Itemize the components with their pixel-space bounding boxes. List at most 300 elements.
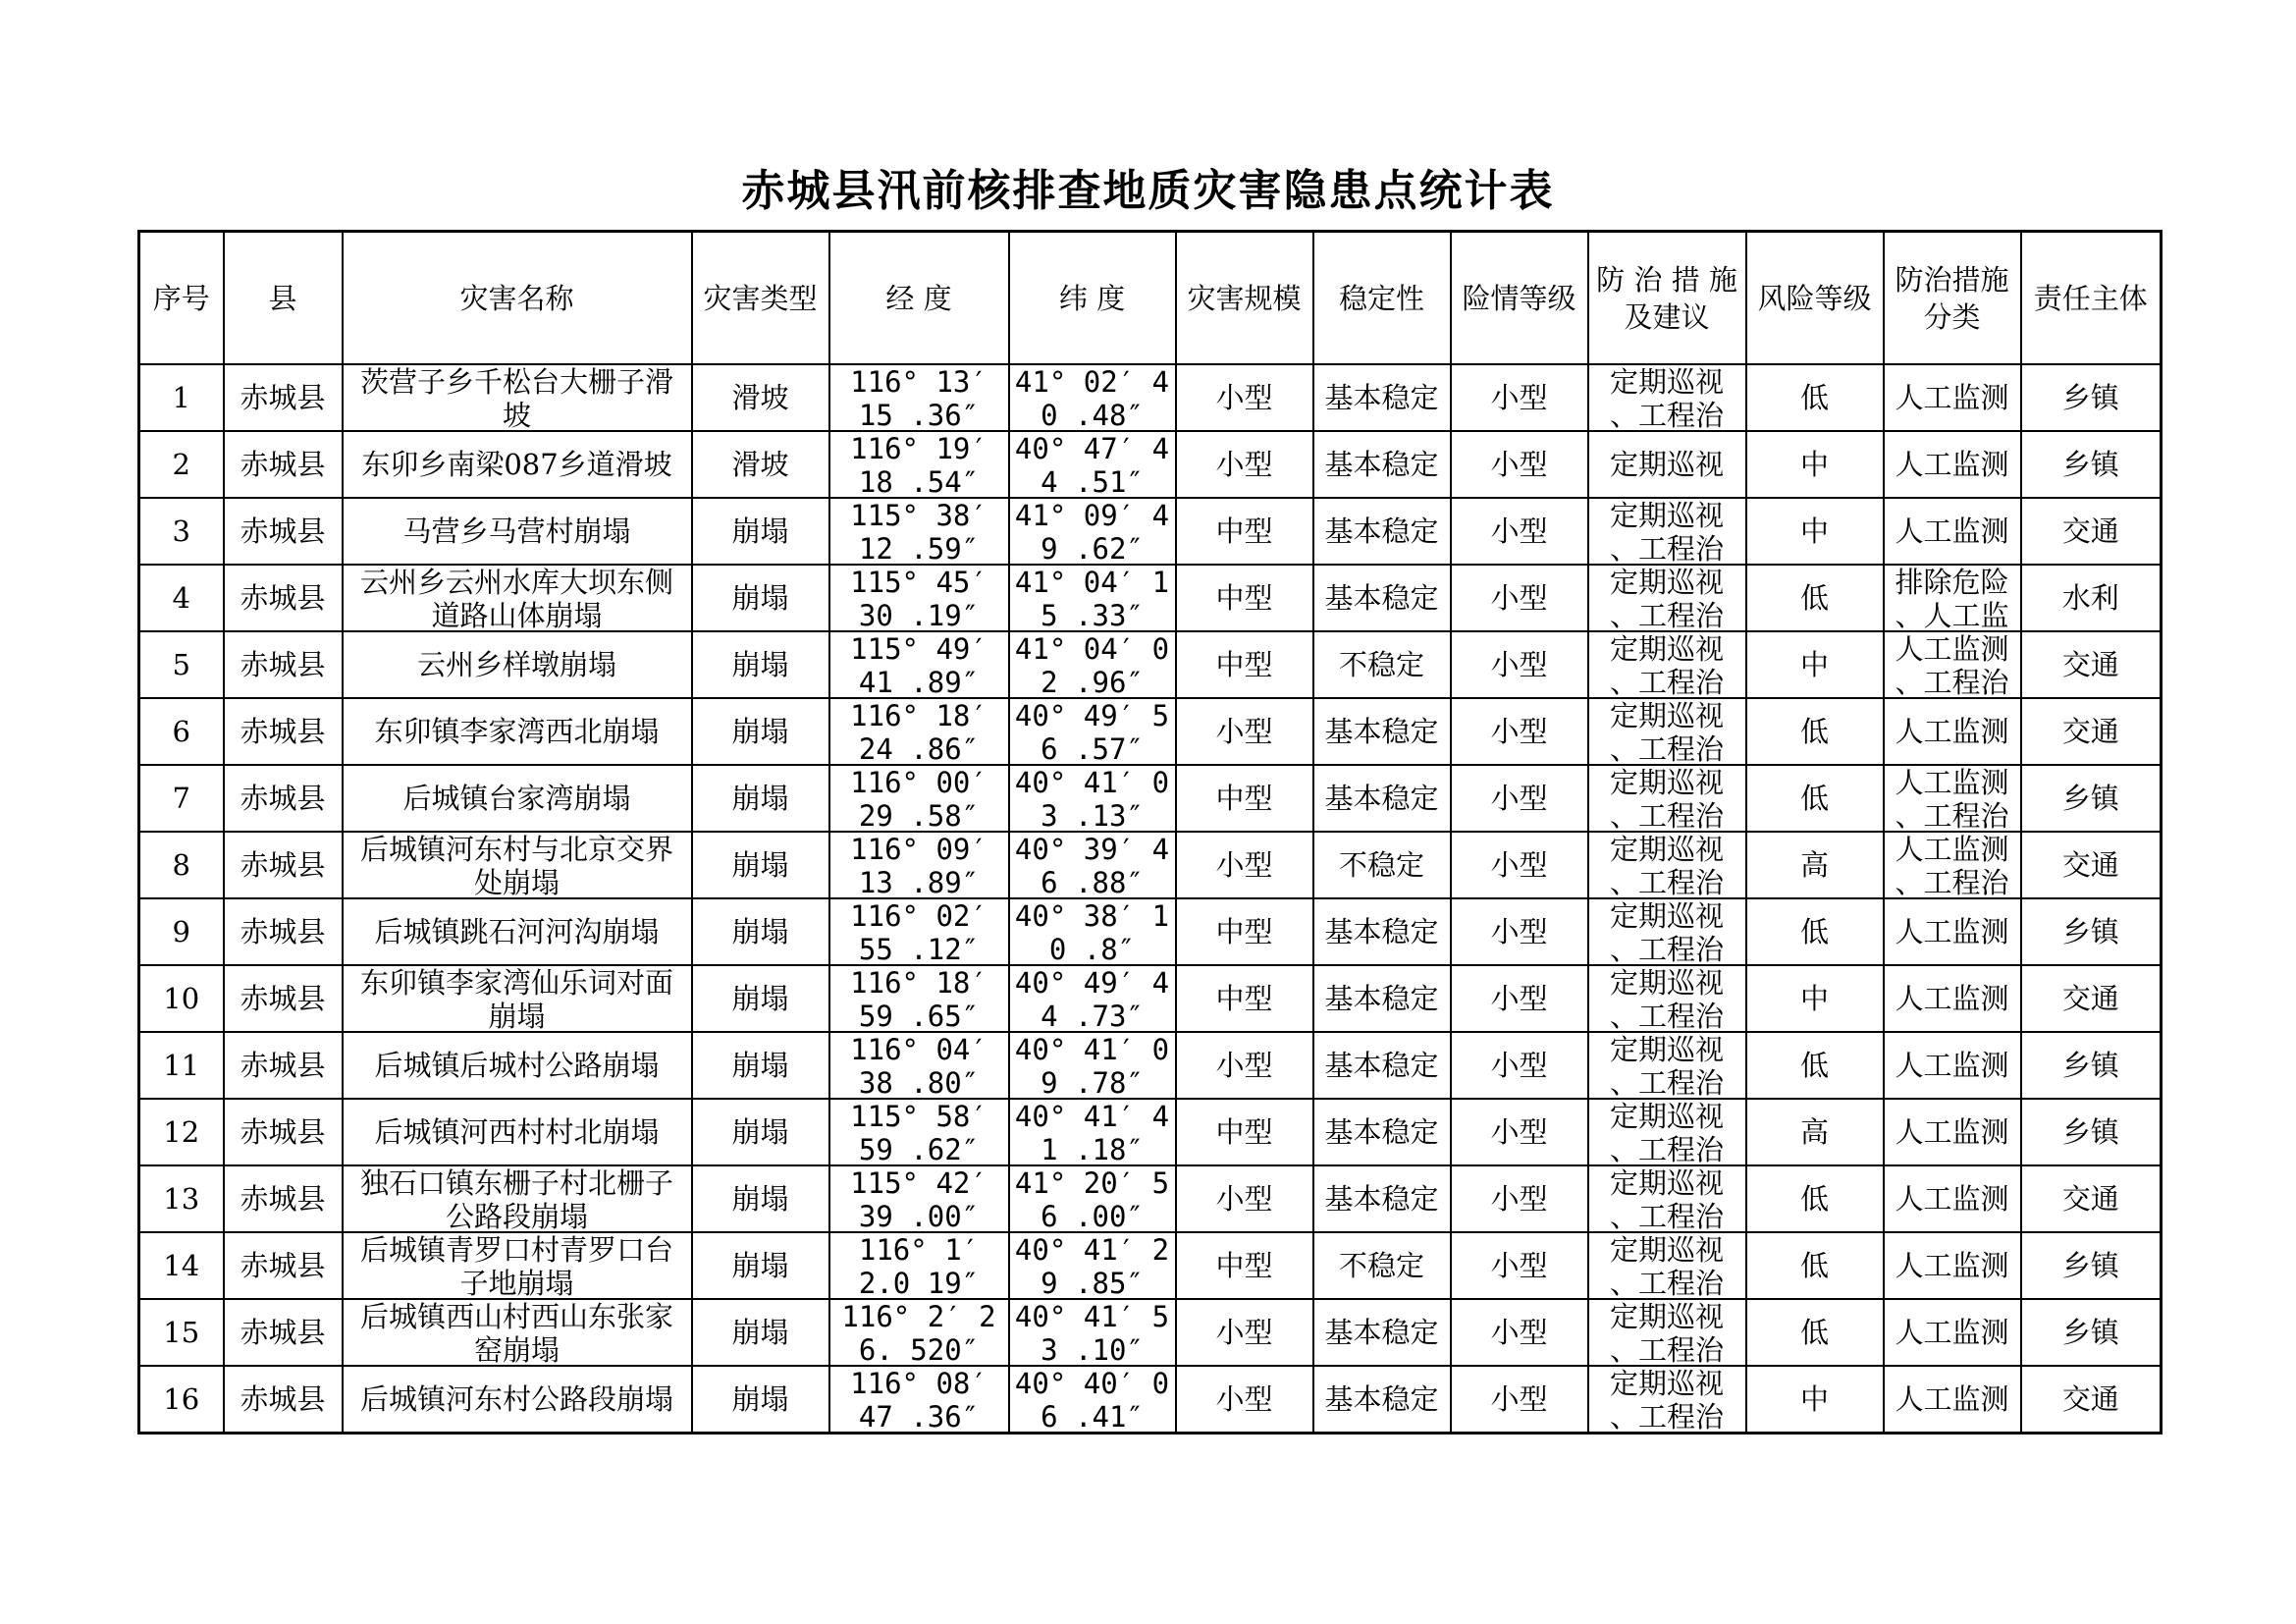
cell-county-text: 赤城县 xyxy=(240,648,326,681)
cell-measures-text: 定期巡视 、工程治 xyxy=(1609,365,1724,430)
cell-measure-category-text: 人工监测 xyxy=(1895,381,2009,414)
cell-scale-text: 小型 xyxy=(1215,1182,1273,1216)
cell-no xyxy=(139,1366,224,1434)
cell-risk-level xyxy=(1746,431,1884,498)
cell-measure-category-text: 人工监测 、工程治 xyxy=(1895,833,2009,897)
cell-risk-level-text: 中 xyxy=(1799,982,1829,1015)
cell-no xyxy=(139,364,224,431)
cell-longitude-text: 115° 58′ 59 .62″ xyxy=(850,1100,988,1164)
cell-longitude xyxy=(829,832,1009,898)
cell-danger-level-text: 小型 xyxy=(1490,1049,1548,1082)
cell-scale-text: 小型 xyxy=(1215,381,1273,414)
cell-county-text: 赤城县 xyxy=(240,982,326,1015)
cell-measure-category xyxy=(1884,832,2021,898)
cell-longitude-text: 116° 02′ 55 .12″ xyxy=(850,899,988,964)
cell-risk-level-text: 低 xyxy=(1799,1182,1829,1216)
cell-longitude xyxy=(829,565,1009,631)
cell-measures-text: 定期巡视 、工程治 xyxy=(1609,966,1724,1031)
cell-county xyxy=(224,1232,343,1299)
cell-responsible xyxy=(2021,364,2162,431)
cell-name-text: 后城镇后城村公路崩塌 xyxy=(374,1049,660,1082)
table-row xyxy=(139,1099,2162,1165)
cell-measure-category xyxy=(1884,631,2021,698)
cell-name xyxy=(343,364,692,431)
cell-type-text: 崩塌 xyxy=(731,782,789,815)
cell-no xyxy=(139,1032,224,1099)
cell-name xyxy=(343,431,692,498)
cell-county xyxy=(224,565,343,631)
cell-scale xyxy=(1176,765,1313,832)
cell-measure-category xyxy=(1884,898,2021,965)
cell-measures-text: 定期巡视 、工程治 xyxy=(1609,699,1724,764)
cell-danger-level xyxy=(1451,832,1588,898)
cell-county xyxy=(224,1299,343,1366)
cell-no-text: 15 xyxy=(163,1316,200,1349)
cell-stability xyxy=(1313,1232,1451,1299)
cell-measures xyxy=(1588,765,1746,832)
cell-risk-level xyxy=(1746,1232,1884,1299)
cell-latitude xyxy=(1009,1232,1176,1299)
cell-latitude-text: 41° 20′ 56 .00″ xyxy=(1014,1166,1170,1231)
cell-scale xyxy=(1176,698,1313,765)
cell-measure-category-text: 人工监测 xyxy=(1895,448,2009,481)
cell-stability-text: 基本稳定 xyxy=(1324,1115,1439,1149)
hazard-table xyxy=(137,230,2163,1435)
cell-longitude-text: 115° 38′ 12 .59″ xyxy=(850,499,988,564)
cell-responsible-text: 交通 xyxy=(2061,715,2119,748)
cell-responsible-text: 乡镇 xyxy=(2061,381,2119,414)
header-county: 县 xyxy=(224,232,343,365)
cell-scale-text: 小型 xyxy=(1215,1382,1273,1416)
cell-stability xyxy=(1313,765,1451,832)
cell-longitude xyxy=(829,1232,1009,1299)
table-row xyxy=(139,431,2162,498)
cell-latitude xyxy=(1009,1366,1176,1434)
cell-scale-text: 中型 xyxy=(1215,1115,1273,1149)
cell-stability xyxy=(1313,965,1451,1032)
cell-latitude xyxy=(1009,498,1176,565)
cell-risk-level-text: 高 xyxy=(1799,848,1829,882)
cell-stability-text: 基本稳定 xyxy=(1324,1049,1439,1082)
cell-latitude-text: 41° 02′ 40 .48″ xyxy=(1014,365,1170,430)
cell-type-text: 崩塌 xyxy=(731,1049,789,1082)
cell-type-text: 崩塌 xyxy=(731,1182,789,1216)
cell-risk-level-text: 低 xyxy=(1799,782,1829,815)
cell-type xyxy=(692,1099,829,1165)
cell-danger-level-text: 小型 xyxy=(1490,1115,1548,1149)
cell-danger-level xyxy=(1451,698,1588,765)
cell-latitude-text: 40° 49′ 56 .57″ xyxy=(1014,699,1170,764)
cell-no xyxy=(139,431,224,498)
cell-measure-category-text: 排除危险 、人工监 xyxy=(1895,566,2009,630)
header-row xyxy=(139,232,2162,365)
cell-latitude xyxy=(1009,364,1176,431)
table-row xyxy=(139,1032,2162,1099)
cell-measures xyxy=(1588,698,1746,765)
cell-type xyxy=(692,565,829,631)
table-row xyxy=(139,765,2162,832)
cell-stability-text: 基本稳定 xyxy=(1324,1382,1439,1416)
cell-danger-level-text: 小型 xyxy=(1490,514,1548,548)
cell-responsible-text: 交通 xyxy=(2061,1182,2119,1216)
cell-risk-level-text: 低 xyxy=(1799,715,1829,748)
cell-measure-category-text: 人工监测 xyxy=(1895,1249,2009,1282)
cell-scale-text: 小型 xyxy=(1215,715,1273,748)
cell-name-text: 东卯镇李家湾西北崩塌 xyxy=(374,715,660,748)
cell-measures xyxy=(1588,1165,1746,1232)
cell-latitude-text: 40° 41′ 53 .10″ xyxy=(1014,1300,1170,1365)
cell-danger-level-text: 小型 xyxy=(1490,982,1548,1015)
cell-county xyxy=(224,898,343,965)
cell-longitude xyxy=(829,364,1009,431)
cell-stability xyxy=(1313,898,1451,965)
cell-stability-text: 基本稳定 xyxy=(1324,1182,1439,1216)
cell-measure-category xyxy=(1884,1032,2021,1099)
header-name: 灾害名称 xyxy=(343,232,692,365)
cell-responsible-text: 乡镇 xyxy=(2061,915,2119,948)
table-row xyxy=(139,965,2162,1032)
cell-danger-level-text: 小型 xyxy=(1490,782,1548,815)
cell-danger-level xyxy=(1451,565,1588,631)
cell-scale xyxy=(1176,431,1313,498)
cell-no-text: 2 xyxy=(172,448,190,481)
cell-longitude xyxy=(829,965,1009,1032)
cell-stability xyxy=(1313,1165,1451,1232)
cell-name xyxy=(343,1232,692,1299)
cell-name-text: 东卯镇李家湾仙乐词对面崩塌 xyxy=(359,966,673,1031)
cell-measure-category-text: 人工监测 xyxy=(1895,1182,2009,1216)
cell-scale-text: 中型 xyxy=(1215,782,1273,815)
cell-name xyxy=(343,1299,692,1366)
cell-danger-level-text: 小型 xyxy=(1490,648,1548,681)
cell-county-text: 赤城县 xyxy=(240,1049,326,1082)
cell-type xyxy=(692,631,829,698)
cell-no xyxy=(139,898,224,965)
cell-type-text: 滑坡 xyxy=(731,381,789,414)
cell-type-text: 崩塌 xyxy=(731,1115,789,1149)
cell-name xyxy=(343,498,692,565)
cell-name-text: 东卯乡南梁087乡道滑坡 xyxy=(361,448,672,481)
cell-measure-category-text: 人工监测 xyxy=(1895,715,2009,748)
cell-latitude-text: 41° 04′ 15 .33″ xyxy=(1014,566,1170,630)
cell-scale xyxy=(1176,498,1313,565)
cell-name xyxy=(343,1099,692,1165)
cell-risk-level-text: 低 xyxy=(1799,1316,1829,1349)
cell-stability-text: 不稳定 xyxy=(1338,648,1424,681)
cell-latitude-text: 40° 38′ 10 .8″ xyxy=(1014,899,1170,964)
cell-scale-text: 中型 xyxy=(1215,915,1273,948)
cell-no xyxy=(139,565,224,631)
cell-no xyxy=(139,1232,224,1299)
cell-scale-text: 小型 xyxy=(1215,1316,1273,1349)
cell-stability xyxy=(1313,1032,1451,1099)
cell-longitude-text: 116° 18′ 24 .86″ xyxy=(850,699,988,764)
table-row xyxy=(139,1165,2162,1232)
cell-measure-category-text: 人工监测 xyxy=(1895,514,2009,548)
cell-longitude xyxy=(829,498,1009,565)
cell-scale xyxy=(1176,898,1313,965)
cell-county xyxy=(224,832,343,898)
cell-longitude-text: 115° 42′ 39 .00″ xyxy=(850,1166,988,1231)
cell-responsible-text: 乡镇 xyxy=(2061,1049,2119,1082)
header-longitude: 经 度 xyxy=(829,232,1009,365)
cell-county xyxy=(224,1099,343,1165)
page-title: 赤城县汛前核排查地质灾害隐患点统计表 xyxy=(741,166,1555,216)
cell-latitude-text: 40° 41′ 09 .78″ xyxy=(1014,1033,1170,1098)
cell-stability xyxy=(1313,1366,1451,1434)
cell-stability-text: 基本稳定 xyxy=(1324,581,1439,615)
cell-county xyxy=(224,498,343,565)
cell-type-text: 崩塌 xyxy=(731,715,789,748)
cell-responsible-text: 交通 xyxy=(2061,848,2119,882)
cell-type-text: 崩塌 xyxy=(731,1249,789,1282)
cell-longitude-text: 116° 1′ 2.0 19″ xyxy=(858,1233,980,1298)
cell-no-text: 9 xyxy=(172,915,190,948)
cell-latitude xyxy=(1009,898,1176,965)
cell-type xyxy=(692,1299,829,1366)
cell-county-text: 赤城县 xyxy=(240,1249,326,1282)
cell-latitude xyxy=(1009,1165,1176,1232)
cell-type-text: 崩塌 xyxy=(731,581,789,615)
cell-measures xyxy=(1588,565,1746,631)
cell-stability xyxy=(1313,1099,1451,1165)
cell-responsible-text: 交通 xyxy=(2061,648,2119,681)
cell-name-text: 云州乡样墩崩塌 xyxy=(416,648,616,681)
cell-risk-level-text: 低 xyxy=(1799,1049,1829,1082)
cell-danger-level xyxy=(1451,498,1588,565)
cell-longitude-text: 116° 00′ 29 .58″ xyxy=(850,766,988,831)
cell-danger-level xyxy=(1451,898,1588,965)
cell-name-text: 后城镇跳石河河沟崩塌 xyxy=(374,915,660,948)
cell-measures xyxy=(1588,631,1746,698)
cell-measures-text: 定期巡视 、工程治 xyxy=(1609,566,1724,630)
cell-scale-text: 中型 xyxy=(1215,1249,1273,1282)
cell-name-text: 后城镇台家湾崩塌 xyxy=(402,782,631,815)
cell-name xyxy=(343,565,692,631)
cell-stability-text: 不稳定 xyxy=(1338,848,1424,882)
cell-measure-category-text: 人工监测 xyxy=(1895,1316,2009,1349)
cell-latitude xyxy=(1009,698,1176,765)
cell-danger-level xyxy=(1451,965,1588,1032)
cell-danger-level-text: 小型 xyxy=(1490,915,1548,948)
table-row xyxy=(139,364,2162,431)
cell-responsible xyxy=(2021,431,2162,498)
cell-longitude-text: 116° 08′ 47 .36″ xyxy=(850,1367,988,1432)
cell-longitude xyxy=(829,898,1009,965)
cell-responsible-text: 乡镇 xyxy=(2061,1115,2119,1149)
cell-no-text: 11 xyxy=(163,1049,200,1082)
cell-risk-level xyxy=(1746,1032,1884,1099)
cell-measures xyxy=(1588,898,1746,965)
table-row xyxy=(139,1232,2162,1299)
cell-county-text: 赤城县 xyxy=(240,1316,326,1349)
cell-name-text: 后城镇河东村公路段崩塌 xyxy=(359,1382,673,1416)
header-danger-level: 险情等级 xyxy=(1451,232,1588,365)
cell-county xyxy=(224,698,343,765)
cell-stability-text: 基本稳定 xyxy=(1324,1316,1439,1349)
cell-risk-level xyxy=(1746,698,1884,765)
cell-latitude xyxy=(1009,631,1176,698)
cell-latitude xyxy=(1009,832,1176,898)
cell-scale-text: 中型 xyxy=(1215,514,1273,548)
cell-stability xyxy=(1313,431,1451,498)
cell-type-text: 崩塌 xyxy=(731,1316,789,1349)
cell-risk-level-text: 中 xyxy=(1799,514,1829,548)
cell-latitude-text: 41° 04′ 02 .96″ xyxy=(1014,632,1170,697)
cell-measures xyxy=(1588,832,1746,898)
table-row xyxy=(139,631,2162,698)
cell-measure-category-text: 人工监测 xyxy=(1895,915,2009,948)
cell-no xyxy=(139,1099,224,1165)
cell-responsible xyxy=(2021,698,2162,765)
cell-type-text: 滑坡 xyxy=(731,448,789,481)
cell-risk-level xyxy=(1746,765,1884,832)
cell-measures-text: 定期巡视 、工程治 xyxy=(1609,632,1724,697)
cell-risk-level-text: 中 xyxy=(1799,1382,1829,1416)
cell-responsible-text: 乡镇 xyxy=(2061,1316,2119,1349)
cell-latitude xyxy=(1009,1032,1176,1099)
cell-no-text: 5 xyxy=(172,648,190,681)
cell-danger-level xyxy=(1451,431,1588,498)
cell-risk-level-text: 低 xyxy=(1799,1249,1829,1282)
cell-county xyxy=(224,364,343,431)
cell-county xyxy=(224,431,343,498)
cell-county-text: 赤城县 xyxy=(240,715,326,748)
cell-type xyxy=(692,765,829,832)
header-responsible: 责任主体 xyxy=(2021,232,2162,365)
cell-longitude xyxy=(829,1165,1009,1232)
cell-measures xyxy=(1588,1232,1746,1299)
cell-risk-level xyxy=(1746,1299,1884,1366)
cell-scale-text: 小型 xyxy=(1215,848,1273,882)
cell-name-text: 马营乡马营村崩塌 xyxy=(402,514,631,548)
cell-danger-level-text: 小型 xyxy=(1490,1382,1548,1416)
cell-no xyxy=(139,765,224,832)
cell-no xyxy=(139,965,224,1032)
cell-responsible-text: 交通 xyxy=(2061,1382,2119,1416)
cell-stability xyxy=(1313,565,1451,631)
cell-scale-text: 中型 xyxy=(1215,982,1273,1015)
cell-risk-level xyxy=(1746,1165,1884,1232)
cell-measure-category-text: 人工监测 xyxy=(1895,1049,2009,1082)
cell-measure-category xyxy=(1884,565,2021,631)
cell-risk-level xyxy=(1746,965,1884,1032)
table-row xyxy=(139,898,2162,965)
cell-county xyxy=(224,965,343,1032)
cell-responsible xyxy=(2021,498,2162,565)
cell-type-text: 崩塌 xyxy=(731,1382,789,1416)
cell-longitude-text: 116° 13′ 15 .36″ xyxy=(850,365,988,430)
cell-responsible xyxy=(2021,765,2162,832)
header-measures: 防 治 措 施及建议 xyxy=(1588,232,1746,365)
cell-responsible-text: 水利 xyxy=(2061,581,2119,615)
cell-risk-level xyxy=(1746,364,1884,431)
cell-risk-level-text: 高 xyxy=(1799,1115,1829,1149)
cell-risk-level xyxy=(1746,1366,1884,1434)
cell-longitude xyxy=(829,1099,1009,1165)
header-measure-category: 防治措施分类 xyxy=(1884,232,2021,365)
cell-danger-level xyxy=(1451,1299,1588,1366)
cell-danger-level-text: 小型 xyxy=(1490,1182,1548,1216)
cell-no xyxy=(139,631,224,698)
cell-danger-level xyxy=(1451,765,1588,832)
cell-stability xyxy=(1313,832,1451,898)
cell-measures-text: 定期巡视 、工程治 xyxy=(1609,899,1724,964)
cell-risk-level xyxy=(1746,832,1884,898)
cell-longitude-text: 116° 18′ 59 .65″ xyxy=(850,966,988,1031)
cell-name xyxy=(343,898,692,965)
cell-longitude-text: 116° 2′ 26. 520″ xyxy=(841,1300,996,1365)
cell-danger-level-text: 小型 xyxy=(1490,581,1548,615)
cell-responsible-text: 交通 xyxy=(2061,982,2119,1015)
cell-county xyxy=(224,1366,343,1434)
cell-type xyxy=(692,698,829,765)
cell-county xyxy=(224,1032,343,1099)
table-row xyxy=(139,698,2162,765)
cell-measures-text: 定期巡视 、工程治 xyxy=(1609,1300,1724,1365)
cell-risk-level xyxy=(1746,898,1884,965)
cell-latitude-text: 40° 49′ 44 .73″ xyxy=(1014,966,1170,1031)
cell-no xyxy=(139,832,224,898)
cell-risk-level-text: 中 xyxy=(1799,648,1829,681)
cell-measures xyxy=(1588,1299,1746,1366)
cell-scale-text: 小型 xyxy=(1215,448,1273,481)
cell-latitude xyxy=(1009,431,1176,498)
cell-county-text: 赤城县 xyxy=(240,915,326,948)
cell-responsible-text: 乡镇 xyxy=(2061,1249,2119,1282)
cell-county-text: 赤城县 xyxy=(240,1115,326,1149)
cell-type xyxy=(692,832,829,898)
cell-scale xyxy=(1176,1032,1313,1099)
cell-measures xyxy=(1588,498,1746,565)
cell-name xyxy=(343,965,692,1032)
cell-stability-text: 基本稳定 xyxy=(1324,448,1439,481)
cell-county-text: 赤城县 xyxy=(240,514,326,548)
cell-name xyxy=(343,1032,692,1099)
cell-scale xyxy=(1176,1232,1313,1299)
cell-no-text: 7 xyxy=(172,782,190,815)
cell-longitude-text: 116° 09′ 13 .89″ xyxy=(850,833,988,897)
cell-scale xyxy=(1176,565,1313,631)
cell-responsible xyxy=(2021,1165,2162,1232)
cell-measure-category xyxy=(1884,364,2021,431)
header-scale: 灾害规模 xyxy=(1176,232,1313,365)
cell-type xyxy=(692,898,829,965)
cell-no-text: 16 xyxy=(163,1382,200,1416)
cell-type xyxy=(692,1366,829,1434)
cell-risk-level xyxy=(1746,631,1884,698)
cell-stability-text: 基本稳定 xyxy=(1324,715,1439,748)
cell-type-text: 崩塌 xyxy=(731,514,789,548)
cell-stability-text: 基本稳定 xyxy=(1324,915,1439,948)
cell-latitude-text: 40° 41′ 03 .13″ xyxy=(1014,766,1170,831)
cell-measures xyxy=(1588,1366,1746,1434)
cell-danger-level xyxy=(1451,1165,1588,1232)
cell-measure-category xyxy=(1884,498,2021,565)
cell-scale xyxy=(1176,1366,1313,1434)
header-no: 序号 xyxy=(139,232,224,365)
header-type: 灾害类型 xyxy=(692,232,829,365)
cell-no-text: 4 xyxy=(172,581,190,615)
cell-measures-text: 定期巡视 、工程治 xyxy=(1609,1367,1724,1432)
cell-county-text: 赤城县 xyxy=(240,1182,326,1216)
cell-measure-category xyxy=(1884,1366,2021,1434)
cell-no xyxy=(139,698,224,765)
cell-stability xyxy=(1313,498,1451,565)
header-stability: 稳定性 xyxy=(1313,232,1451,365)
cell-scale xyxy=(1176,832,1313,898)
cell-county xyxy=(224,1165,343,1232)
